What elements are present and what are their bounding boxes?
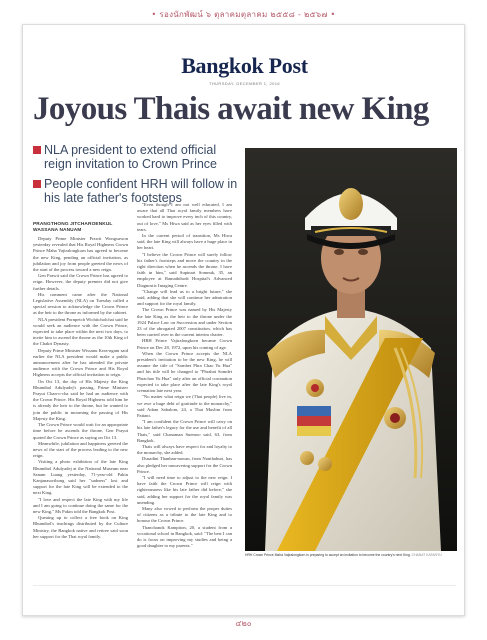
paragraph: On Oct 13, the day of His Majesty the King Bhumibol Adulyadej's passing, Prime Minister Prayut Chan-o-cha said he had an audience with the Crown Prince. His Royal Highness told him he is already the heir to the throne, but he wanted to join the public in mourning the passing of His Majesty the King.	[33, 378, 128, 421]
issue-date: THURSDAY, DECEMBER 1, 2016	[209, 81, 280, 86]
paragraph: Deputy Prime Minister Prawit Wongsuwon yesterday revealed that His Royal Highness Crown Prince Maha Vajiralongkorn has agreed to become the new King, pending an official invitation, as jubilation and joy from people greeted the news of the start of the process toward a new reign.	[33, 236, 128, 273]
headline: Joyous Thais await new King	[33, 91, 429, 127]
paragraph: Dusadini Thanban-nawan, from Nonthaburi, has also pledged her unwavering support for the Crown Prince.	[137, 456, 232, 474]
newspaper-page	[22, 24, 465, 616]
paragraph: When the Crown Prince accepts the NLA president's invitation to be the new King, he will assume the title of "Sombet Phra Chao Yu Hua" and his title will be changed to "Phrabat Somdet Phrachao Yu Hua" only after an official coronation expected to take place after the late King's royal cremation late next year.	[137, 350, 232, 394]
paragraph: Deputy Prime Minister Wissanu Krea-ngam said earlier the NLA president would make a public announcement after he has attended the private audience with the Crown Prince and His Royal Highness accepts the official invitation to reign.	[33, 347, 128, 378]
paragraph: "Even though I am not well educated, I am aware that all Thai royal family members have worked hard to improve every inch of this country, out of love," Ms Hiwa said as her eyes filled with tears.	[137, 202, 232, 232]
paragraph: NLA president Pornpetch Wichitcholchai said he would seek an audience with the Crown Prince, expected to take place within the next two days, to invite him to ascend the throne as the 10th King of the Chakri Dynasty.	[33, 316, 128, 347]
photo-caption	[245, 553, 457, 557]
paragraph: The Crown Prince was named by His Majesty the late King as the heir to the throne under the 1924 Palace Law on Succession and under Section 23 of the abrogated 2007 constitution, which has been carried over in the current interim charter.	[137, 307, 232, 338]
subhead-2	[33, 177, 238, 205]
paragraph: Thais will always have respect for and loyalty to the monarchy, she added.	[137, 443, 232, 456]
byline: PRANGTHONG JITCHAROENKUL WASSANA NANUAM	[33, 222, 113, 233]
crown-prince-photo	[245, 148, 457, 551]
portrait-illustration	[245, 148, 457, 551]
top-thai-title: • รองนักพัฒน์ ๖ ตุลาคมตุลาคม ๒๕๕๘ - ๒๕๖๗ •	[151, 10, 336, 19]
paragraph: Thanchanok Kampiton, 20, a student from a vocational school in Bangkok, said: "The best I can do is focus on improving my studies and being a good daughter to my parents."	[137, 524, 232, 549]
bottom-divider	[33, 585, 456, 586]
article-column-2	[137, 202, 232, 549]
article-column-1	[33, 236, 128, 540]
paragraph: "I will need time to adjust to the new reign. I have faith the Crown Prince will reign with righteousness like his late father did before," she said, adding her support for the royal family was unending.	[137, 474, 232, 505]
paragraph: Gen Prawit said the Crown Prince has agreed to reign. However, the deputy premier did not give further details.	[33, 273, 128, 291]
red-square-bullet-icon	[33, 146, 41, 154]
caption-text: HRH Crown Prince Maha Vajiralongkorn is preparing to accept an invitation to become the country's next King.	[245, 553, 411, 557]
red-square-bullet-icon	[33, 180, 41, 188]
subhead-1-text: NLA president to extend official reign invitation to Crown Prince	[44, 143, 217, 171]
paragraph: His comment came after the National Legislative Assembly (NLA) on Tuesday called a special session to acknowledge the Crown Prince as the heir to the throne as informed by the cabinet.	[33, 291, 128, 316]
paragraph: In the current period of transition, Ms Hiwa said, the late King will always have a huge place in her heart.	[137, 233, 232, 251]
paragraph: "No matter what reign we (Thai people) live in, we owe a huge debt of gratitude to the monarchy," said Adam Sabalom, 24, a Thai Muslim from Pattani.	[137, 394, 232, 418]
paragraph: "I believe the Crown Prince will surely follow his father's footsteps and move the country in the right direction when he ascends the throne. I have faith in him," said Supinart Somnuk, 35, an employee at Ramathibodi Hospital's Advanced Diagnostic Imaging Centre.	[137, 251, 232, 288]
subhead-1	[33, 143, 238, 171]
paragraph: The Crown Prince would wait for an appropriate time before he ascends the throne, Gen Prayut quoted the Crown Prince as saying on Oct 13.	[33, 422, 128, 440]
masthead-name: Bangkok Post	[181, 53, 308, 78]
paragraph: "I love and respect the late King with my life and I am going to continue doing the same for the new King," Ms Pakin told the Bangkok Post.	[33, 496, 128, 514]
paragraph: HRH Prince Vajiralongkorn became Crown Prince on Dec 28, 1972, upon his coming of age.	[137, 338, 232, 350]
paragraph: Many also vowed to perform the proper duties of citizens as a tribute to the late King and to honour the Crown Prince.	[137, 505, 232, 524]
paragraph: Visiting a photo exhibition of the late King Bhumibol Adulyadej at the National Museum near Sanam Luang yesterday, 71-year-old Pakin Kanjanasorthong said her "sadness" lost and support for the late King will be extended to the next King.	[33, 459, 128, 496]
subhead-2-text: People confident HRH will follow in his late father's footsteps	[44, 177, 238, 205]
paragraph: Meanwhile, jubilation and happiness greeted the news of the start of the process leading to the new reign.	[33, 440, 128, 459]
masthead	[23, 53, 466, 79]
photo-credit: CHANAT KATANYU	[411, 553, 442, 557]
paragraph: Queuing up to collect a free book on King Bhumibol's teachings distributed by the Culture Ministry, the Bangkok native and retiree said soon her support for the Thai royal family.	[33, 515, 128, 539]
page-number: ๔๒๐	[235, 619, 252, 628]
paragraph: "I am confident the Crown Prince will carry on his late father's legacy for the use and benefit of all Thais," said Chanaman Suemoo said, 63, from Bangkok.	[137, 419, 232, 443]
paragraph: "Change will lead us to a bright future," she said, adding that she will continue her admiration and support for the royal family.	[137, 288, 232, 307]
